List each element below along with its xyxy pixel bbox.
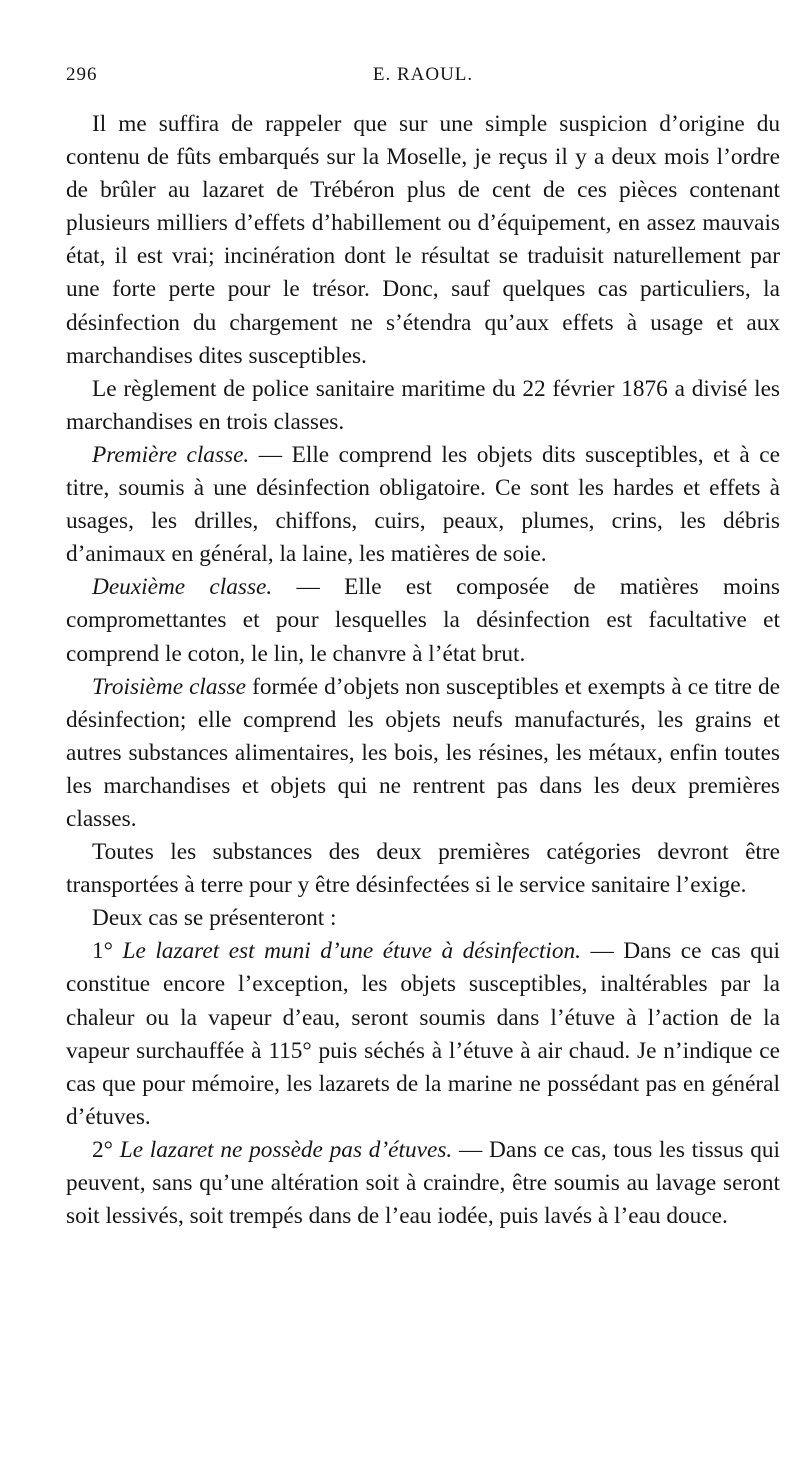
paragraph: 2° Le lazaret ne possède pas d’étuves. — Dans ce cas, tous les tissus qui peuvent, sans qu’une altération soit à craindre, être soumis au lavage seront soit lessivés, soit trempés dans de l’eau iodée, puis lavés à l’eau douce. [66,1136,780,1230]
paragraph: 1° Le lazaret est muni d’une étuve à désinfection. — Dans ce cas qui constitue encore l’exception, les objets susceptibles, inaltérables par la chaleur ou la vapeur d’eau, seront soumis dans l’étuve à l’action de la vapeur surchauffée à 115° puis séchés à l’étuve à air chaud. Je n’indique ce cas que pour mémoire, les lazarets de la marine ne possédant pas en général d’étuves. [66,938,781,1130]
paragraph-lead: Première classe. [92,441,250,468]
paragraph: Troisième classe formée d’objets non susceptibles et exempts à ce titre de désinfection; elle comprend les objets neufs manufacturés, les grains et autres substances alimentaires, les bois, les résines, les métaux, enfin toutes les marchandises et objets qui ne rentrent pas dans les deux premières classes. [66,673,781,832]
paragraph-lead: Deuxième classe. [92,574,273,601]
page-number: 296 [66,64,98,85]
paragraph-lead: Troisième classe [92,673,247,700]
paragraph: Deuxième classe. — Elle est composée de matières moins compromettantes et pour lesquelles la désinfection est facultative et comprend le coton, le lin, le chanvre à l’état brut. [66,574,780,667]
list-number: 1° [92,938,123,965]
page-header [66,64,780,96]
paragraph-lead: Le lazaret est muni d’une étuve à désinfection. [122,938,582,965]
paragraph: Deux cas se présenteront : [92,905,337,932]
list-number: 2° [92,1136,120,1163]
paragraph: Première classe. — Elle comprend les objets dits susceptibles, et à ce titre, soumis à une désinfection obligatoire. Ce sont les hardes et effets à usages, les drilles, chiffons, cuirs, peaux, plumes, crins, les débris d’animaux en général, la laine, les matières de soie. [66,441,780,568]
paragraph: Le règlement de police sanitaire maritime du 22 février 1876 a divisé les marchandises en trois classes. [66,375,780,435]
paragraph-lead: Le lazaret ne possède pas d’étuves. [119,1136,453,1163]
running-head: E. RAOUL. [372,64,474,85]
body-text [66,108,780,1233]
paragraph: Il me suffira de rappeler que sur une simple suspicion d’origine du contenu de fûts embarqués sur la Moselle, je reçus il y a deux mois l’ordre de brûler au lazaret de Trébéron plus de cent de ces pièces contenant plusieurs milliers d’effets d’habillement ou d’équipement, en assez mauvais état, il est vrai; incinération dont le résultat se traduisit naturellement par une forte perte pour le trésor. Donc, sauf quelques cas particuliers, la désinfection du chargement ne s’étendra qu’aux effets à usage et aux marchandises dites susceptibles. [66,111,780,369]
paragraph: Toutes les substances des deux premières catégories devront être transportées à terre pour y être désinfectées si le service sanitaire l’exige. [66,839,780,899]
